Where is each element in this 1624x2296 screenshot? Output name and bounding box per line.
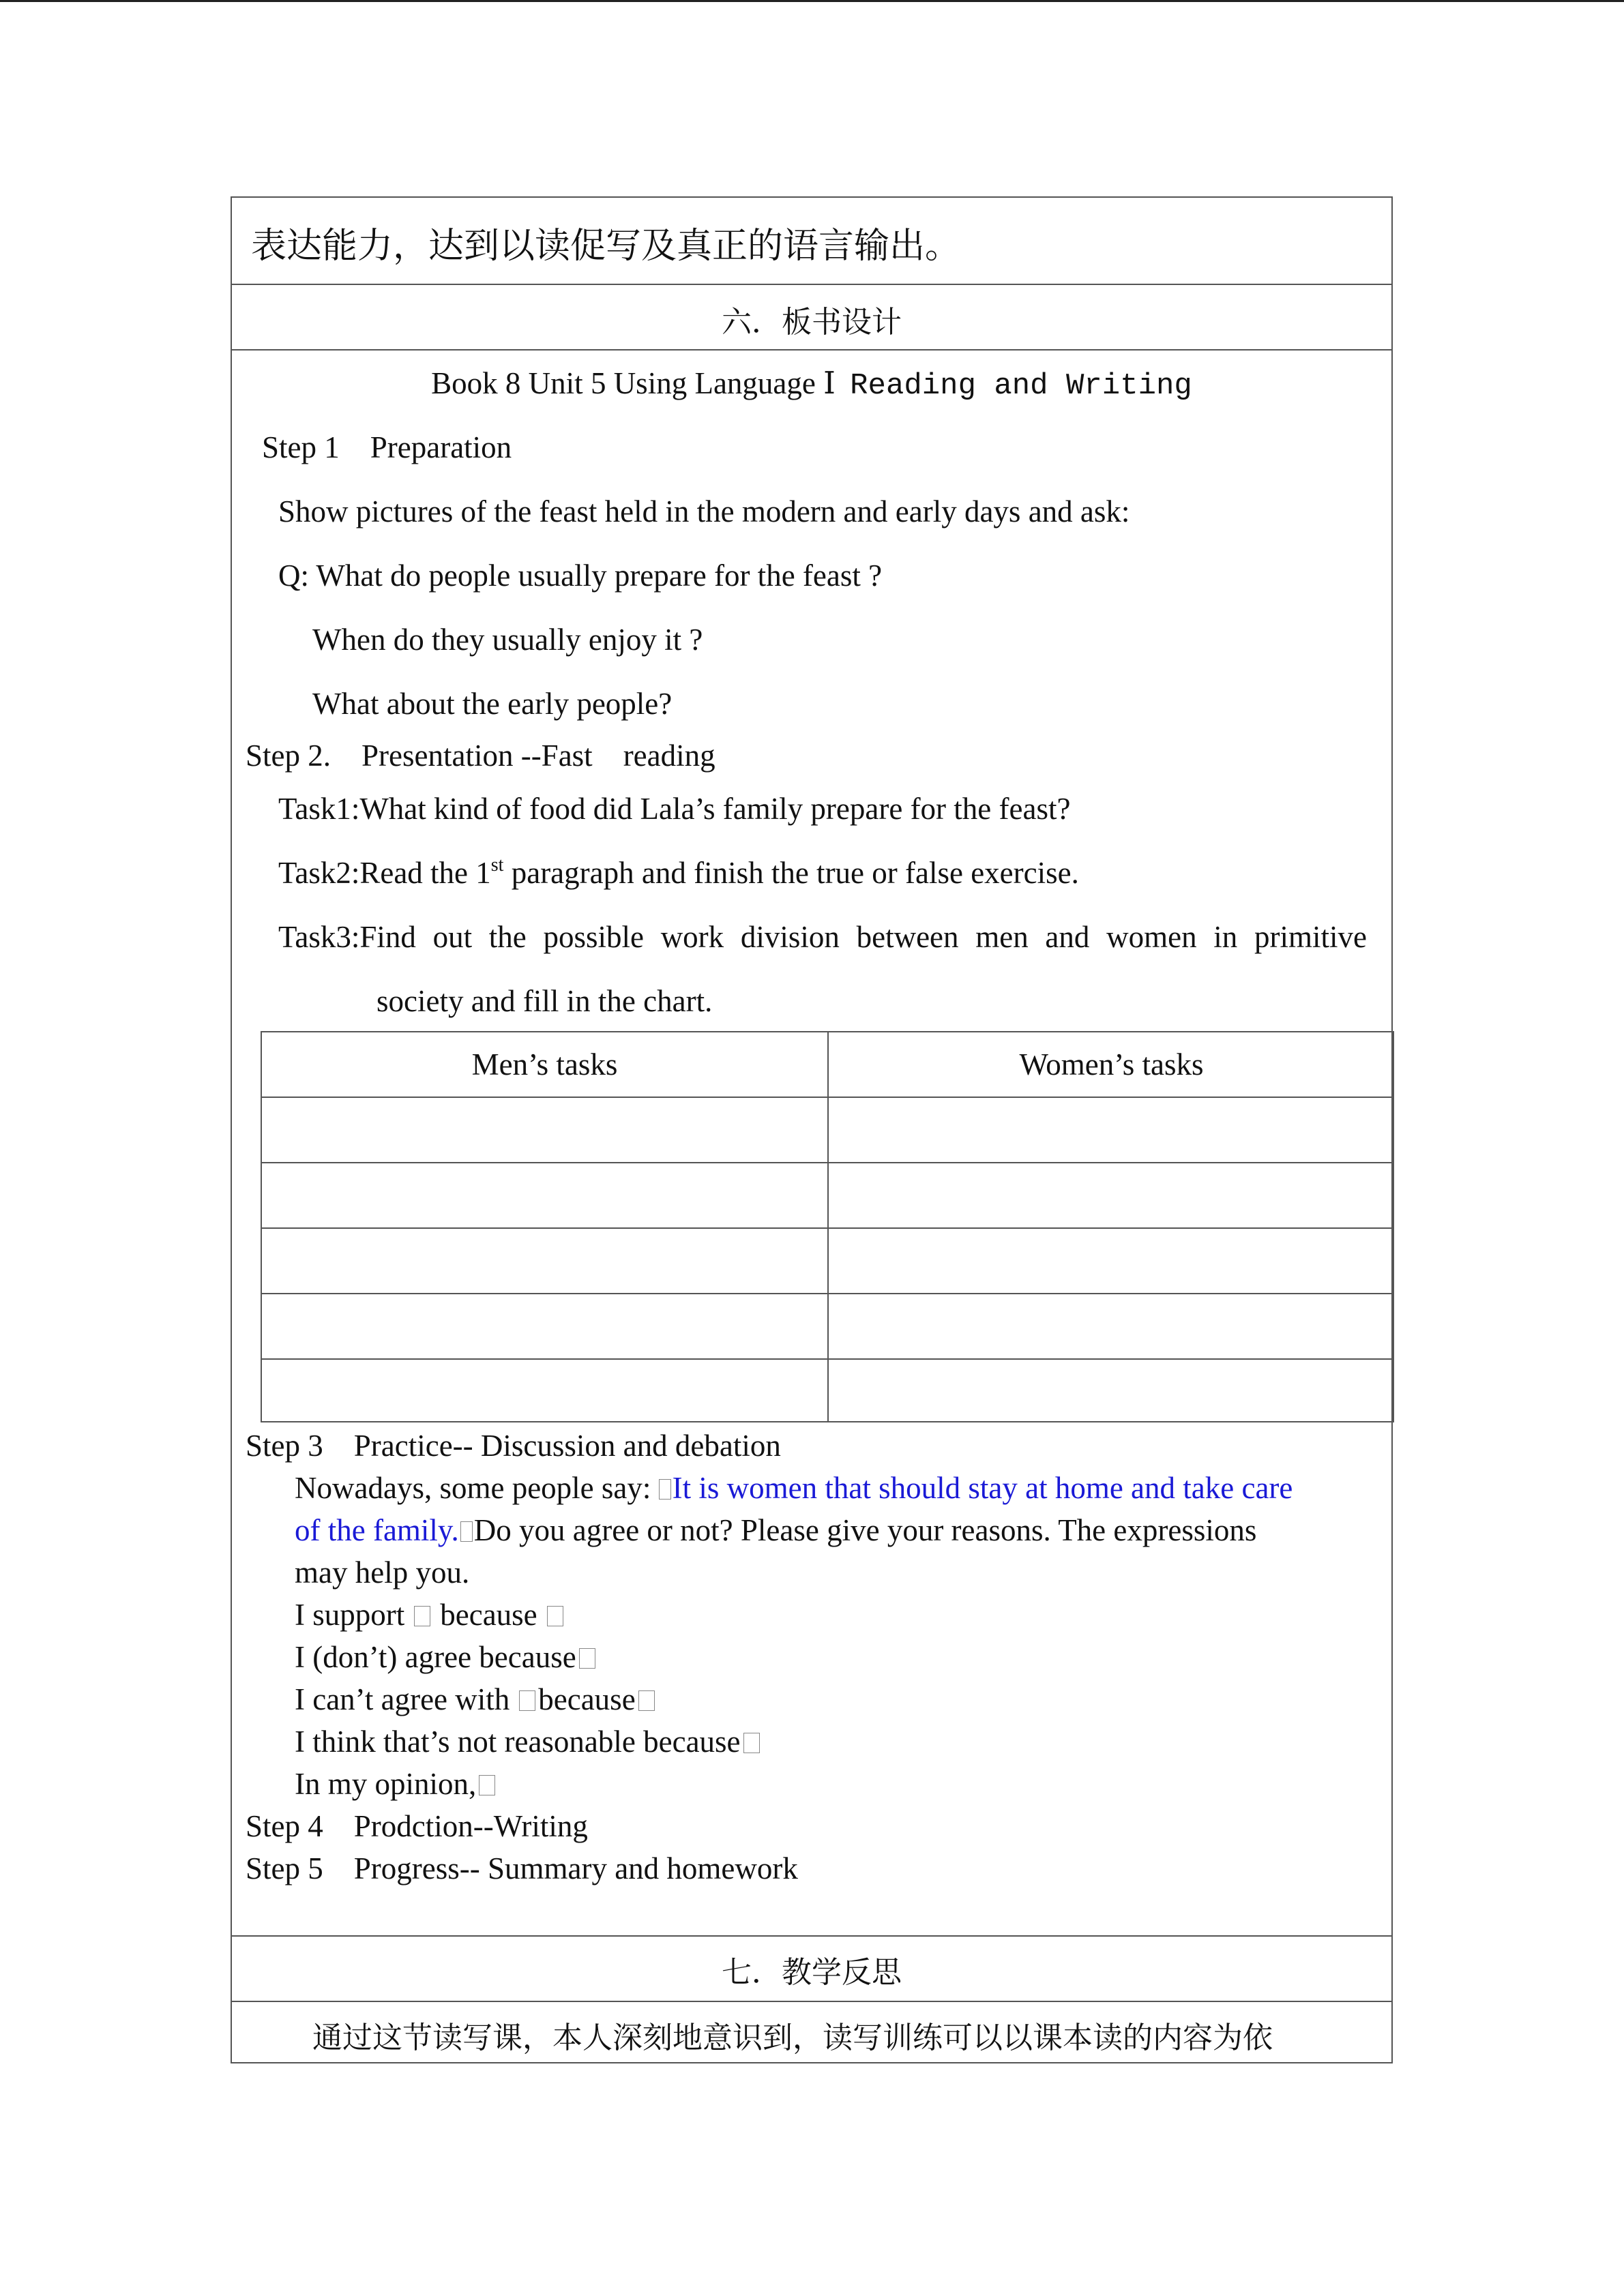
divider (232, 349, 1391, 351)
chart-row (262, 1227, 1393, 1229)
step1-heading: Step 1 Preparation (262, 430, 512, 464)
expression-1 (295, 1597, 567, 1632)
task2-text-a: Task2:Read the 1 (278, 856, 491, 890)
step3-paragraph-line3: may help you. (295, 1555, 470, 1590)
step1-question2: When do they usually enjoy it ? (312, 623, 703, 657)
step3-question: Do you agree or not? Please give your reasons. The expressions (473, 1513, 1257, 1547)
step3-intro: Nowadays, some people say: (295, 1471, 659, 1505)
step3-quote: It is women that should stay at home and take care (672, 1471, 1293, 1505)
open-quote-glyph (659, 1479, 671, 1500)
step3-heading: Step 3 Practice-- Discussion and debation (246, 1429, 781, 1463)
close-quote-glyph (460, 1521, 473, 1542)
step3-paragraph-line1 (295, 1470, 1293, 1506)
section6-title: 六．板书设计 (722, 305, 902, 340)
divider (232, 2001, 1391, 2002)
step5-heading: Step 5 Progress-- Summary and homework (246, 1851, 798, 1885)
expression-4-text: I think that’s not reasonable because (295, 1725, 741, 1759)
step3-quote-end: of the family. (295, 1513, 459, 1547)
chart-row (262, 1293, 1393, 1294)
expression-1-text-b: because (440, 1598, 537, 1632)
board-title-main: Book 8 Unit 5 Using Language Ⅰ (431, 366, 836, 400)
chart-header-women: Women’s tasks (1019, 1047, 1204, 1082)
board-title-sub: Reading and Writing (850, 369, 1192, 403)
divider (232, 284, 1391, 285)
step2-heading: Step 2. Presentation --Fast reading (246, 739, 715, 773)
blank-box (519, 1690, 535, 1711)
expression-5 (295, 1766, 499, 1802)
expression-4 (295, 1724, 764, 1759)
task3-line1: Task3:Find out the possible work division between men and women in primitive (278, 920, 1367, 954)
task3-line2: society and fill in the chart. (377, 984, 713, 1018)
blank-box (638, 1690, 655, 1711)
task1: Task1:What kind of food did Lala’s family prepare for the feast? (278, 792, 1071, 826)
section7-title: 七．教学反思 (722, 1955, 902, 1990)
top-cell-text: 表达能力，达到以读促写及真正的语言输出。 (251, 226, 961, 267)
divider (232, 1935, 1391, 1937)
chart-row (262, 1097, 1393, 1098)
chart-row (262, 1358, 1393, 1360)
step1-question1: Q: What do people usually prepare for the feast ? (278, 558, 883, 593)
blank-box (579, 1648, 595, 1669)
blank-box (547, 1606, 563, 1626)
expression-3-text-b: because (538, 1682, 636, 1716)
expression-3-text-a: I can’t agree with (295, 1682, 510, 1716)
page-top-border (0, 0, 1624, 2)
chart-header-men: Men’s tasks (471, 1047, 618, 1082)
step3-paragraph-line2 (295, 1512, 1256, 1548)
expression-3 (295, 1682, 659, 1717)
blank-box (414, 1606, 430, 1626)
expression-2 (295, 1639, 600, 1675)
task2-text-b: paragraph and finish the true or false exercise. (503, 856, 1079, 890)
task2 (278, 855, 1079, 891)
expression-2-text: I (don’t) agree because (295, 1640, 576, 1674)
board-title (232, 366, 1391, 404)
lesson-plan-table (231, 196, 1393, 2063)
step4-heading: Step 4 Prodction--Writing (246, 1809, 588, 1843)
task2-superscript: st (490, 854, 504, 876)
blank-box (479, 1775, 495, 1795)
step1-question3: What about the early people? (312, 687, 673, 721)
reflection-text: 通过这节读写课，本人深刻地意识到，读写训练可以以课本读的内容为依 (312, 2021, 1273, 2055)
blank-box (743, 1733, 760, 1753)
expression-1-text-a: I support (295, 1598, 405, 1632)
chart-row (262, 1162, 1393, 1163)
work-division-chart (261, 1031, 1394, 1422)
expression-5-text: In my opinion, (295, 1767, 477, 1801)
step1-line1: Show pictures of the feast held in the modern and early days and ask: (278, 494, 1130, 528)
